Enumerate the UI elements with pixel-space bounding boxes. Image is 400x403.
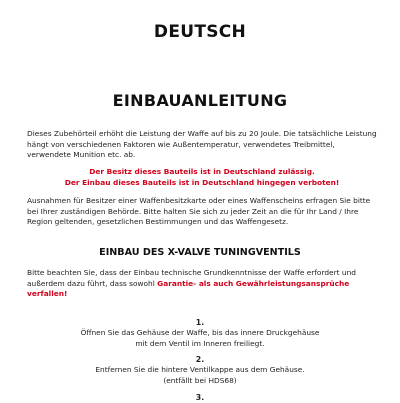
section-text: Bitte beachten Sie, dass der Einbau technische Grundkenntnisse der Waffe erfordert und außerdem dazu führt, dass sowohl [27,268,356,288]
step-number: 3. [195,393,205,402]
document-title: EINBAUANLEITUNG [112,91,288,110]
step-number: 2. [195,355,205,364]
section-paragraph [27,268,377,300]
legal-warning [27,167,377,188]
section-title: EINBAU DES X-VALVE TUNINGVENTILS [99,247,301,258]
step-text-line: (entfällt bei HDS68) [163,375,237,385]
step-text-line: Entfernen Sie die hintere Ventilkappe aus dem Gehäuse. [95,365,305,375]
step-number: 1. [195,318,205,327]
warning-line-1: Der Besitz dieses Bauteils ist in Deutschland zulässig. [89,167,315,176]
step-text-line: Öffnen Sie das Gehäuse der Waffe, bis das innere Druckgehäuse [80,328,320,338]
intro-paragraph: Dieses Zubehörteil erhöht die Leistung der Waffe auf bis zu 20 Joule. Die tatsächliche Leistung hängt von verschiedenen Faktoren wie Außentemperatur, verwendetes Treibmittel, verwendete Munition etc. ab. [27,129,377,160]
step-1 [0,318,400,349]
step-2 [0,355,400,386]
warranty-warning: Garantie- als auch Gewährleistungsansprüche verfallen! [27,278,350,299]
warning-line-2: Der Einbau dieses Bauteils ist in Deutschland hingegen verboten! [64,177,340,187]
step-3 [0,393,400,403]
step-text-line: mit dem Ventil im Inneren freiliegt. [135,338,265,348]
notice-paragraph: Ausnahmen für Besitzer einer Waffenbesitzkarte oder eines Waffenscheins erfragen Sie bitte bei Ihrer zuständigen Behörde. Bitte halten Sie sich zu jeder Zeit an die für Ihr Land / Ihre Region geltenden, gesetzlichen Bestimmungen und das Waffengesetz. [27,196,371,227]
language-heading: DEUTSCH [153,22,247,42]
